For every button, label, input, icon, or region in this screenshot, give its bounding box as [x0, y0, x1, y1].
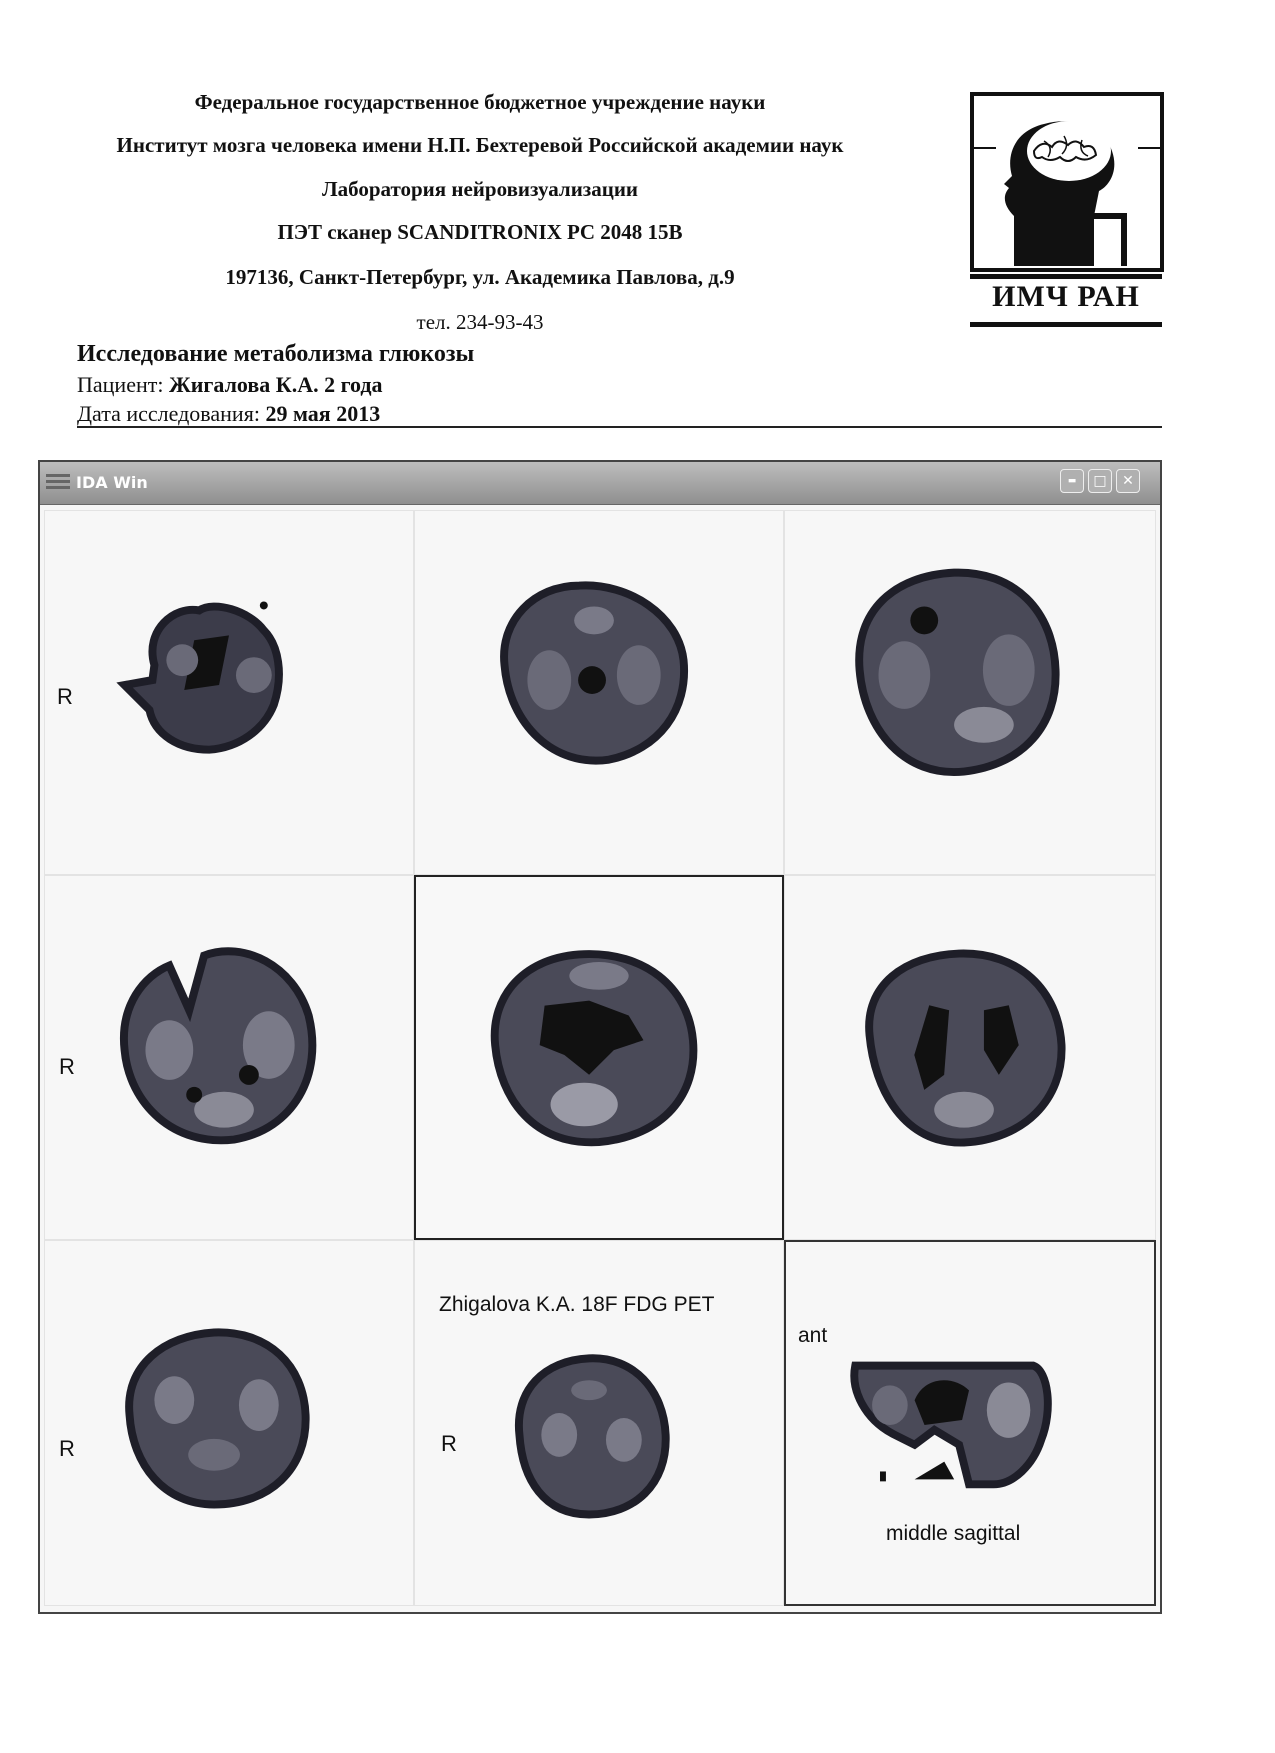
header-line-institution-type: Федеральное государственное бюджетное учреждение науки [194, 90, 766, 114]
orientation-label-r: R [59, 1054, 75, 1079]
pet-slice-1[interactable] [44, 510, 414, 875]
window-menu-icon[interactable] [46, 472, 70, 492]
header-line-scanner: ПЭТ сканер SCANDITRONIX PC 2048 15B [277, 220, 683, 244]
slice-6-scan [869, 953, 1061, 1142]
sagittal-ant-label: ant [798, 1324, 828, 1347]
pet-slice-5-selected[interactable] [414, 875, 784, 1240]
header-line-address: 197136, Санкт-Петербург, ул. Академика Павлова, д.9 [225, 265, 735, 289]
header-line-lab: Лаборатория нейровизуализации [321, 177, 639, 201]
pet-slice-7[interactable] [44, 1240, 414, 1606]
slice-4-scan [124, 951, 312, 1140]
pet-slice-sagittal[interactable] [784, 1240, 1156, 1606]
orientation-label-r: R [59, 1436, 75, 1461]
maximize-icon[interactable] [1088, 469, 1112, 493]
scan-caption: Zhigalova K.A. 18F FDG PET [439, 1293, 715, 1316]
pet-slice-6[interactable] [784, 875, 1156, 1240]
slice-7-scan [129, 1332, 306, 1504]
institute-logo [968, 90, 1164, 330]
date-label: Дата исследования: [77, 401, 260, 426]
slice-2-scan [504, 585, 684, 760]
logo-text: ИМЧ РАН [992, 280, 1140, 313]
minimize-icon[interactable] [1060, 469, 1084, 493]
logo-rule-bottom [970, 322, 1162, 327]
pet-slice-grid [44, 510, 1156, 1606]
header-line-institute: Институт мозга человека имени Н.П. Бехтеревой Российской академии наук [116, 133, 844, 157]
close-glyph: ✕ [1122, 473, 1134, 489]
slice-3-scan [859, 573, 1055, 772]
date-line [77, 401, 380, 427]
pet-slice-2[interactable] [414, 510, 784, 875]
minimize-glyph: ▬ [1067, 476, 1077, 486]
brain-head-icon [970, 92, 1164, 272]
study-title: Исследование метаболизма глюкозы [77, 341, 475, 367]
pet-slice-4[interactable] [44, 875, 414, 1240]
slice-8-scan [519, 1358, 666, 1514]
orientation-label-r: R [441, 1431, 457, 1456]
pet-slice-3[interactable] [784, 510, 1156, 875]
header-divider [77, 426, 1162, 428]
patient-label: Пациент: [77, 372, 164, 397]
orientation-label-r: R [57, 684, 73, 709]
window-titlebar[interactable] [40, 462, 1160, 505]
date-value: 29 мая 2013 [265, 401, 381, 426]
header-line-phone: тел. 234-93-43 [416, 310, 544, 334]
slice-1-scan [125, 602, 279, 750]
window-title: IDA Win [76, 473, 148, 492]
sagittal-view-label: middle sagittal [886, 1522, 1021, 1545]
ida-win-window [38, 460, 1162, 1614]
patient-line [77, 372, 383, 398]
maximize-glyph: □ [1093, 473, 1107, 489]
logo-rule-top [970, 274, 1162, 279]
pet-slice-8[interactable] [414, 1240, 784, 1606]
patient-value: Жигалова К.А. 2 года [168, 372, 383, 397]
slice-5-scan [495, 954, 694, 1142]
close-icon[interactable] [1116, 469, 1140, 493]
sagittal-scan [854, 1366, 1048, 1485]
